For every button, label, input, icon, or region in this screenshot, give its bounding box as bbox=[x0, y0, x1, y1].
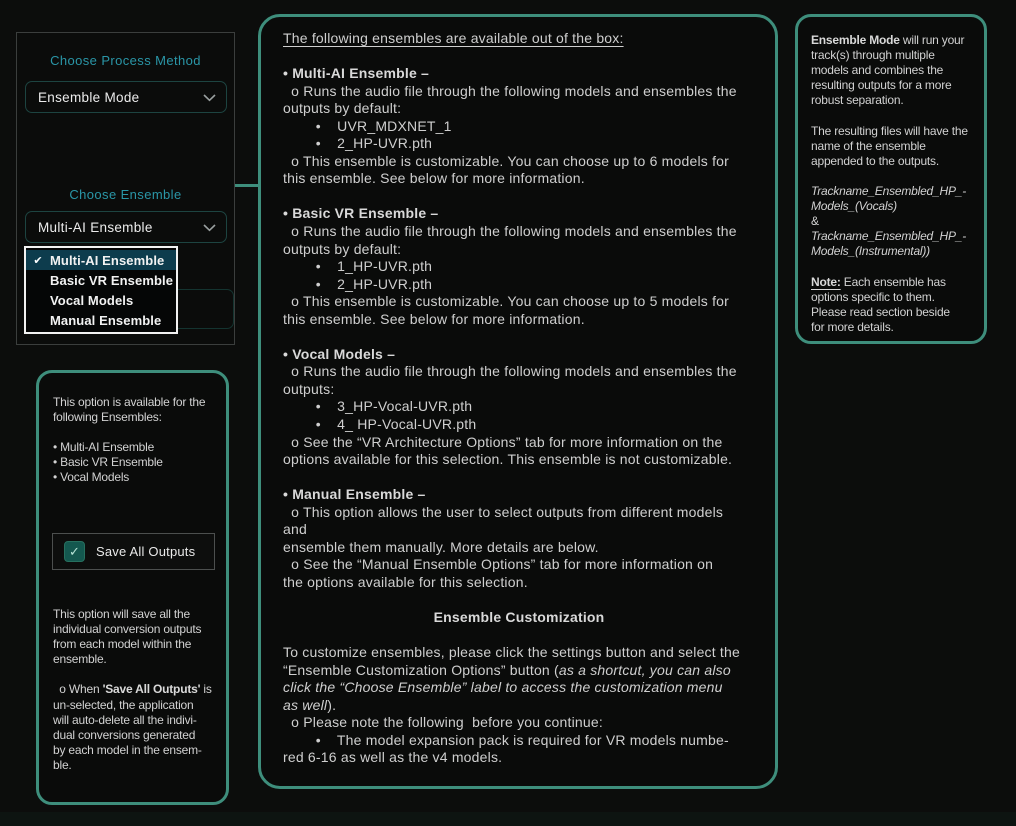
text-line: outputs: bbox=[283, 380, 335, 397]
text-line: o Runs the audio file through the following models and ensembles the bbox=[283, 363, 737, 380]
text-line: • Vocal Models bbox=[53, 470, 130, 485]
text-line: track(s) through multiple bbox=[811, 48, 935, 63]
text-line: Note: Each ensemble has bbox=[811, 274, 946, 289]
ensemble-dropdown[interactable] bbox=[25, 211, 227, 243]
text-line: The resulting files will have the bbox=[811, 123, 968, 138]
text-line bbox=[283, 469, 765, 487]
text-line bbox=[53, 425, 205, 440]
text-line: & bbox=[811, 214, 819, 229]
checkmark-icon: ✔ bbox=[33, 254, 43, 267]
text-line: this ensemble. See below for more information. bbox=[283, 170, 585, 187]
text-line: resulting outputs for a more bbox=[811, 78, 952, 93]
text-line: click the “Choose Ensemble” label to access the customization menu bbox=[283, 679, 723, 696]
text-line: o See the “Manual Ensemble Options” tab for more information on bbox=[283, 556, 714, 573]
text-line: o This option allows the user to select outputs from different models bbox=[283, 503, 724, 520]
text-line bbox=[811, 108, 976, 123]
menu-item-label: Vocal Models bbox=[50, 292, 134, 308]
ensembles-help-text bbox=[283, 30, 765, 767]
save-outputs-help-panel bbox=[36, 370, 229, 805]
menu-item-vocal-models[interactable] bbox=[26, 290, 176, 310]
text-line: by each model in the ensem- bbox=[53, 742, 202, 757]
text-line: ensemble them manually. More details are below. bbox=[283, 538, 599, 555]
text-line: o Please note the following before you continue: bbox=[283, 714, 603, 731]
text-line: Trackname_Ensembled_HP_- bbox=[811, 183, 967, 198]
text-line: o Runs the audio file through the following models and ensembles the bbox=[283, 223, 737, 240]
text-line: individual conversion outputs bbox=[53, 622, 202, 637]
menu-item-basic-vr-ensemble[interactable] bbox=[26, 270, 176, 290]
text-line: • Basic VR Ensemble bbox=[53, 455, 163, 470]
text-line: dual conversions generated bbox=[53, 727, 196, 742]
save-all-outputs-button[interactable] bbox=[52, 533, 215, 570]
text-line: Models_(Instrumental)) bbox=[811, 244, 930, 259]
text-line: To customize ensembles, please click the settings button and select the bbox=[283, 644, 740, 661]
menu-item-manual-ensemble[interactable] bbox=[26, 310, 176, 330]
text-line bbox=[283, 48, 765, 66]
menu-item-multi-ai-ensemble[interactable] bbox=[26, 250, 176, 270]
ensembles-help-panel bbox=[258, 14, 778, 789]
text-line: o See the “VR Architecture Options” tab for more information on the bbox=[283, 433, 723, 450]
text-line: • UVR_MDXNET_1 bbox=[283, 117, 452, 134]
text-line: ble. bbox=[53, 757, 72, 772]
text-line: this ensemble. See below for more information. bbox=[283, 310, 585, 327]
text-line: • Basic VR Ensemble – bbox=[283, 205, 439, 222]
text-line: Ensemble Customization bbox=[433, 609, 605, 626]
text-line: o This ensemble is customizable. You can choose up to 5 models for bbox=[283, 293, 730, 310]
process-method-dropdown[interactable] bbox=[25, 81, 227, 113]
text-line: • 2_HP-UVR.pth bbox=[283, 135, 433, 152]
process-method-panel bbox=[16, 32, 235, 345]
text-line: • Multi-AI Ensemble – bbox=[283, 65, 430, 82]
text-line: • Manual Ensemble – bbox=[283, 486, 426, 503]
text-line: • 1_HP-UVR.pth bbox=[283, 258, 433, 275]
text-line: • 4_ HP-Vocal-UVR.pth bbox=[283, 416, 477, 433]
text-line: Trackname_Ensembled_HP_- bbox=[811, 229, 967, 244]
text-line: • Multi-AI Ensemble bbox=[53, 440, 155, 455]
text-line: • Vocal Models – bbox=[283, 345, 396, 362]
text-line: Models_(Vocals) bbox=[811, 199, 897, 214]
text-line: • The model expansion pack is required for VR models numbe- bbox=[283, 731, 729, 748]
checkmark-glyph: ✓ bbox=[69, 543, 80, 559]
text-line: the options available for this selection. bbox=[283, 573, 528, 590]
text-line bbox=[283, 592, 765, 610]
menu-item-label: Manual Ensemble bbox=[50, 312, 162, 328]
text-line: options specific to them. bbox=[811, 289, 935, 304]
text-line: outputs by default: bbox=[283, 240, 402, 257]
save-outputs-availability-text bbox=[53, 395, 205, 486]
text-line: following Ensembles: bbox=[53, 410, 162, 425]
chevron-down-icon bbox=[203, 94, 216, 102]
text-line: for more details. bbox=[811, 319, 894, 334]
text-line: This option is available for the bbox=[53, 395, 206, 409]
text-line bbox=[283, 627, 765, 645]
text-line: name of the ensemble bbox=[811, 138, 926, 153]
ensemble-dropdown-value: Multi-AI Ensemble bbox=[38, 219, 153, 235]
text-line: from each model within the bbox=[53, 637, 192, 652]
choose-ensemble-label[interactable]: Choose Ensemble bbox=[69, 187, 182, 202]
text-line: o Runs the audio file through the following models and ensembles the bbox=[283, 82, 737, 99]
text-line: robust separation. bbox=[811, 93, 904, 108]
text-line: This option will save all the bbox=[53, 607, 190, 621]
save-all-outputs-label: Save All Outputs bbox=[96, 544, 196, 559]
ensemble-mode-description-text bbox=[811, 33, 976, 335]
text-line: options available for this selection. This ensemble is not customizable. bbox=[283, 451, 733, 468]
text-line bbox=[811, 169, 976, 184]
text-line: will auto-delete all the indivi- bbox=[53, 712, 197, 727]
panel-connector-line bbox=[235, 184, 258, 187]
text-line: Please read section beside bbox=[811, 304, 950, 319]
menu-item-label: Multi-AI Ensemble bbox=[50, 252, 165, 268]
save-outputs-detail-text bbox=[53, 607, 212, 773]
text-line: The following ensembles are available out of the box: bbox=[283, 30, 624, 46]
bottom-strip bbox=[0, 812, 1016, 826]
text-line bbox=[53, 667, 212, 682]
chevron-down-icon bbox=[203, 224, 216, 232]
process-method-value: Ensemble Mode bbox=[38, 89, 140, 105]
text-line: red 6-16 as well as the v4 models. bbox=[283, 749, 503, 766]
text-line: and bbox=[283, 521, 307, 538]
text-line bbox=[283, 328, 765, 346]
text-line: as well). bbox=[283, 696, 337, 713]
text-line: outputs by default: bbox=[283, 100, 402, 117]
text-line: ensemble. bbox=[53, 652, 107, 667]
text-line: o This ensemble is customizable. You can choose up to 6 models for bbox=[283, 152, 730, 169]
text-line: • 2_HP-UVR.pth bbox=[283, 275, 433, 292]
text-line bbox=[811, 259, 976, 274]
text-line bbox=[283, 188, 765, 206]
ensemble-mode-description-panel bbox=[795, 14, 987, 344]
ensemble-dropdown-menu bbox=[24, 246, 178, 334]
choose-process-method-label: Choose Process Method bbox=[50, 53, 201, 68]
menu-item-label: Basic VR Ensemble bbox=[50, 272, 174, 288]
checkbox-checked-icon[interactable] bbox=[64, 541, 85, 562]
text-line: un-selected, the application bbox=[53, 697, 194, 712]
text-line: Ensemble Mode will run your bbox=[811, 33, 965, 47]
text-line: • 3_HP-Vocal-UVR.pth bbox=[283, 398, 473, 415]
text-line: “Ensemble Customization Options” button (as a shortcut, you can also bbox=[283, 661, 731, 678]
text-line: appended to the outputs. bbox=[811, 153, 939, 168]
text-line: o When 'Save All Outputs' is bbox=[53, 682, 212, 697]
text-line: models and combines the bbox=[811, 63, 944, 78]
